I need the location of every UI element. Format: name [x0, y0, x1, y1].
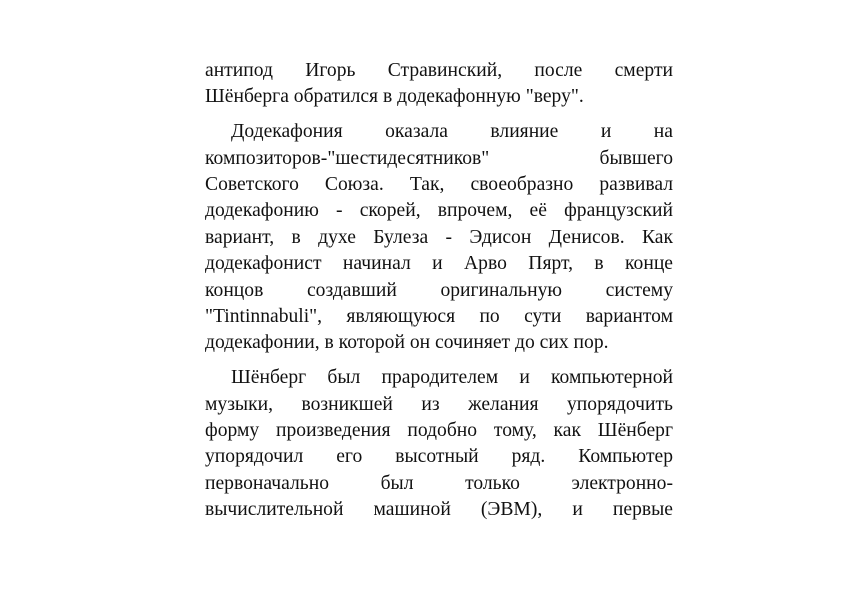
text-line: композиторов-"шестидесятников" бывшего: [205, 147, 673, 169]
text-line: концов создавший оригинальную систему: [205, 279, 673, 301]
text-line: Советского Союза. Так, своеобразно развивал: [205, 174, 673, 196]
text-line: додекафонию - скорей, впрочем, её французский: [205, 200, 673, 222]
text-line: Шёнберга обратился в додекафонную "веру".: [205, 86, 584, 108]
paragraph-2: [205, 119, 673, 357]
paragraph-3: [205, 365, 673, 523]
text-line: "Tintinnabuli", являющуюся по сути вариантом: [205, 306, 673, 328]
text-line: форму произведения подобно тому, как Шёнберг: [205, 420, 673, 442]
text-line: додекафонии, в которой он сочиняет до сих пор.: [205, 332, 609, 354]
text-line: упорядочил его высотный ряд. Компьютер: [205, 446, 673, 468]
text-line: первоначально был только электронно-: [205, 472, 673, 494]
paragraph-1: [205, 58, 673, 111]
text-column: [205, 58, 673, 524]
text-line: вычислительной машиной (ЭВМ), и первые: [205, 499, 673, 521]
text-line: додекафонист начинал и Арво Пярт, в конце: [205, 253, 673, 275]
text-line: вариант, в духе Булеза - Эдисон Денисов. Как: [205, 226, 673, 248]
text-line: Додекафония оказала влияние и на: [231, 121, 673, 143]
text-line: музыки, возникшей из желания упорядочить: [205, 393, 673, 415]
text-line: Шёнберг был прародителем и компьютерной: [231, 367, 673, 389]
text-line: антипод Игорь Стравинский, после смерти: [205, 60, 673, 81]
